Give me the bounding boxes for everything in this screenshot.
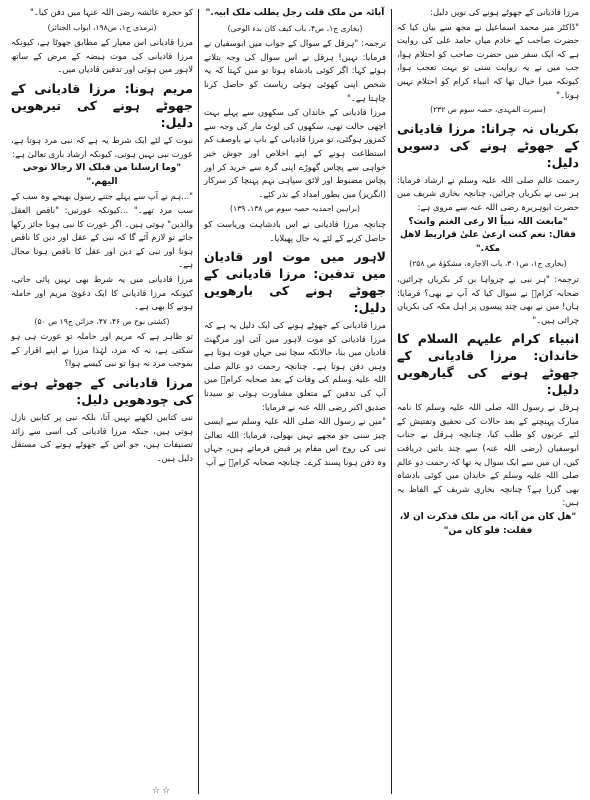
paragraph: ہرقل نے رسول اللہ صلی اللہ علیہ وسلم کا نامہ مبارک پہنچنے کے بعد حالات کی تحقیق وتفتیش کے لئے عربوں کو طلب کیا، چنانچہ ہرقل نے جناب ابوسفیان (رضی اللہ عنہ) سے چند باتیں دریافت کیں، ان میں سے ایک سوال یہ تھا کہ رحمت دو عالم صلی اللہ علیہ وسلم کے خاندان میں کوئی بادشاہ بھی گزرا ہے؟ چنانچہ بخاری شریف کے الفاظ یہ ہیں:	[397, 402, 579, 508]
paragraph: مرزا قادیانی کے خاندان کی سکھوں سے پہلے بہت اچھی حالت تھی، سکھوں کی لوٹ مار کی وجہ سے کمزور ہوگئی، تو مرزا قادیانی کے باپ نے باوصف کم استطاعت ہونے کے اپنے اخلاص اور جوش خیر خواہی سے پچاس گھوڑے اپنی گرہ سے خرید کر اور پچاس مضبوط اور لائق سپاہی بہم پہنچا کر سرکار (انگریز) میں بطور امداد کے نذر کئے۔	[204, 107, 386, 199]
citation: (کشتی نوح ص ۴۶، ۴۷، خزائن ج۱۹ ص ۵۰)	[34, 316, 170, 326]
paragraph: ترجمہ: "ہر نبی نے چرواہا بن کر بکریاں چرائیں، صحابہ کرامؓ نے سوال کیا کہ آپ نے بھی؟ فرمایا: ہاں! میں نے بھی چند پیسوں پر اہل مکہ کی بکریاں چرائی ہیں۔"	[397, 273, 579, 325]
arabic-quote: "وما ارسلنا من قبلک الا رجالا نوحی الیھم."	[22, 163, 182, 187]
paragraph: مرزا قادیانی کے جھوٹے ہونے کی ایک دلیل یہ ہے کہ مرزا قادیانی کو موت لاہور میں آئی اور مرگھٹ قادیان میں بنا، حالانکہ سچا نبی جہاں فوت ہوتا ہے وہیں دفن ہوتا ہے۔ چنانچہ رحمت دو عالم صلی اللہ علیہ وسلم کی وفات کے بعد صحابہ کرامؓ میں آپ کی تدفین کے متعلق مشاورت ہوئی تو سیدنا صدیق اکبر رضی اللہ عنہ نے فرمایا:	[204, 320, 386, 412]
citation: (سیرت المہدی، حصہ سوم ص ۲۳۲)	[430, 105, 546, 115]
column-divider-1	[391, 9, 392, 794]
paragraph: "ڈاکٹر میر محمد اسماعیل نے مجھ سے بیان کیا کہ حضرت صاحب کے خادم میاں حامد علی کی روایت ہے کہ ایک سفر میں حضرت صاحب کو احتلام ہوا، جب میں نے یہ روایت سنی تو بہت تعجب ہوا، کیونکہ میرا خیال تھا کہ انبیاء کرام کو احتلام نہیں ہوتا۔"	[397, 21, 579, 100]
paragraph: نبی کتابیں لکھنے نہیں آتا، بلکہ نبی پر کتابیں نازل ہوتی ہیں، جبکہ مرزا قادیانی کی اسی سے زائد تصنیفات ہیں، جو اس کے جھوٹے ہونے کی مستقل دلیل ہیں۔	[11, 412, 193, 463]
paragraph: چنانچہ مرزا قادیانی نے اس بادشاہت وریاست کو حاصل کرنے کے لئے یہ جال پھیلایا۔	[204, 218, 386, 243]
citation: (ترمذی ج۱، ص۱۹۸، ابواب الجنائز)	[47, 22, 157, 32]
column-middle	[199, 6, 391, 796]
arabic-quote: "مابعث اللہ نبیاً الا رعی الغنم وانت؟ فقال: نعم کنت ارعیٰ علیٰ قراریط لاھل مکۃ."	[399, 216, 577, 254]
paragraph: ترجمہ: "ہرقل کے سوال کے جواب میں ابوسفیان نے فرمایا: نہیں! ہرقل نے اس سوال کی وجہ بتلاتے ہوئے کہا: اگر کوئی بادشاہ ہوتا تو میں کہتا کہ یہ شخص اپنی کھوئی ہوئی ریاست کو حاصل کرنا چاہتا ہے۔"	[204, 38, 386, 103]
paragraph: "...ہم نے آپ سے پہلے جتنے رسول بھیجے وہ سب کے سب مرد تھے۔" ...کیونکہ عورتیں: "ناقص العقل والدین" ہوتی ہیں۔ اگر عورت کا نبی ہونا جائز رکھا جائے تو لازم آئے گا کہ نبی کے عقل اور دین کا ناقص ہونا اور نبی کے دین اور عقل کا ناقص ہونا محال ہے۔	[11, 191, 193, 270]
arabic-quote: "ھل کان من آبائہ من ملک فذکرت ان لا، فقلت: فلو کان من"	[399, 512, 577, 536]
paragraph: مرزا قادیانی کے جھوٹے ہونے کی نویں دلیل:	[430, 7, 579, 17]
paragraph: "میں نے رسول اللہ صلی اللہ علیہ وسلم سے ایسی چیز سنی جو مجھے نہیں بھولی، فرمایا: اللہ تعالیٰ نبی کی روح اس مقام پر قبض فرماتے ہیں، جہاں وہ دفن ہونا پسند کرے۔ چنانچہ صحابہ کرامؓ نے آپ	[204, 416, 386, 468]
paragraph: رحمت عالم صلی اللہ علیہ وسلم نے ارشاد فرمایا: ہر نبی نے بکریاں چرائیں، چنانچہ بخاری شریف میں حضرت ابوہریرہ رضی اللہ عنہ سے مروی ہے:	[397, 174, 579, 212]
paragraph: تو ظاہر ہے کہ مریم اور حاملہ تو عورت ہی ہو سکتی ہے، نہ کہ مرد، لہٰذا مرزا نے اپنے اقرار کے بموجب مرد نہ ہوا تو نبی کیسے ہوا؟	[11, 331, 193, 369]
column-divider-2	[198, 9, 199, 794]
section-heading: مریم ہونا: مرزا قادیانی کے جھوٹے ہونے کی تیرھویں دلیل:	[11, 80, 193, 130]
paragraph: کو حجرہ عائشہ رضی اللہ عنہا میں دفن کیا۔"	[30, 7, 193, 17]
paragraph: مرزا قادیانی میں یہ شرط بھی نہیں پائی جاتی، کیونکہ مرزا قادیانی کا ایک دعویٰ مریم اور حاملہ ہونے کا بھی ہے۔	[11, 273, 193, 312]
citation: (بخاری ج۱، ص۴، باب کیف کان بدء الوحی)	[227, 23, 363, 33]
section-heading: بکریاں نہ چرانا: مرزا قادیانی کے جھوٹے ہونے کی دسویں دلیل:	[397, 120, 579, 170]
paragraph: مرزا قادیانی اس معیار کے مطابق جھوٹا ہے، کیونکہ مرزا قادیانی کی موت ہیضہ کے مرض کے ساتھ لاہور میں ہوئی اور تدفین قادیان میں۔	[11, 37, 193, 75]
column-left	[6, 6, 198, 796]
paragraph: نبوت کے لئے ایک شرط یہ ہے کہ نبی مرد ہوتا ہے، عورت نبی نہیں ہوتی، کیونکہ ارشاد باری تعالیٰ ہے:	[11, 134, 193, 159]
citation: (براہین احمدیہ حصہ سوم ص ۱۳۸، ۱۳۹)	[230, 204, 360, 214]
section-heading: لاہور میں موت اور قادیان میں تدفین: مرزا قادیانی کے جھوٹے ہونے کی بارھویں دلیل:	[204, 249, 386, 316]
arabic-quote: آبائہ من ملک قلت رجل یطلب ملک ابیہ."	[205, 8, 385, 18]
citation: (بخاری ج۱، ص۳۰۱، باب الاجارہ، مشکوٰۃ ص ۲۵۸)	[409, 259, 567, 269]
footer-star-mark: ☆☆	[152, 786, 173, 796]
section-heading: مرزا قادیانی کے جھوٹے ہونے کی چودھویں دلیل:	[11, 375, 193, 408]
column-right	[392, 6, 584, 796]
section-heading: انبیاء کرام علیہم السلام کا خاندان: مرزا قادیانی کے جھوٹے ہونے کی گیارھویں دلیل:	[397, 331, 579, 398]
